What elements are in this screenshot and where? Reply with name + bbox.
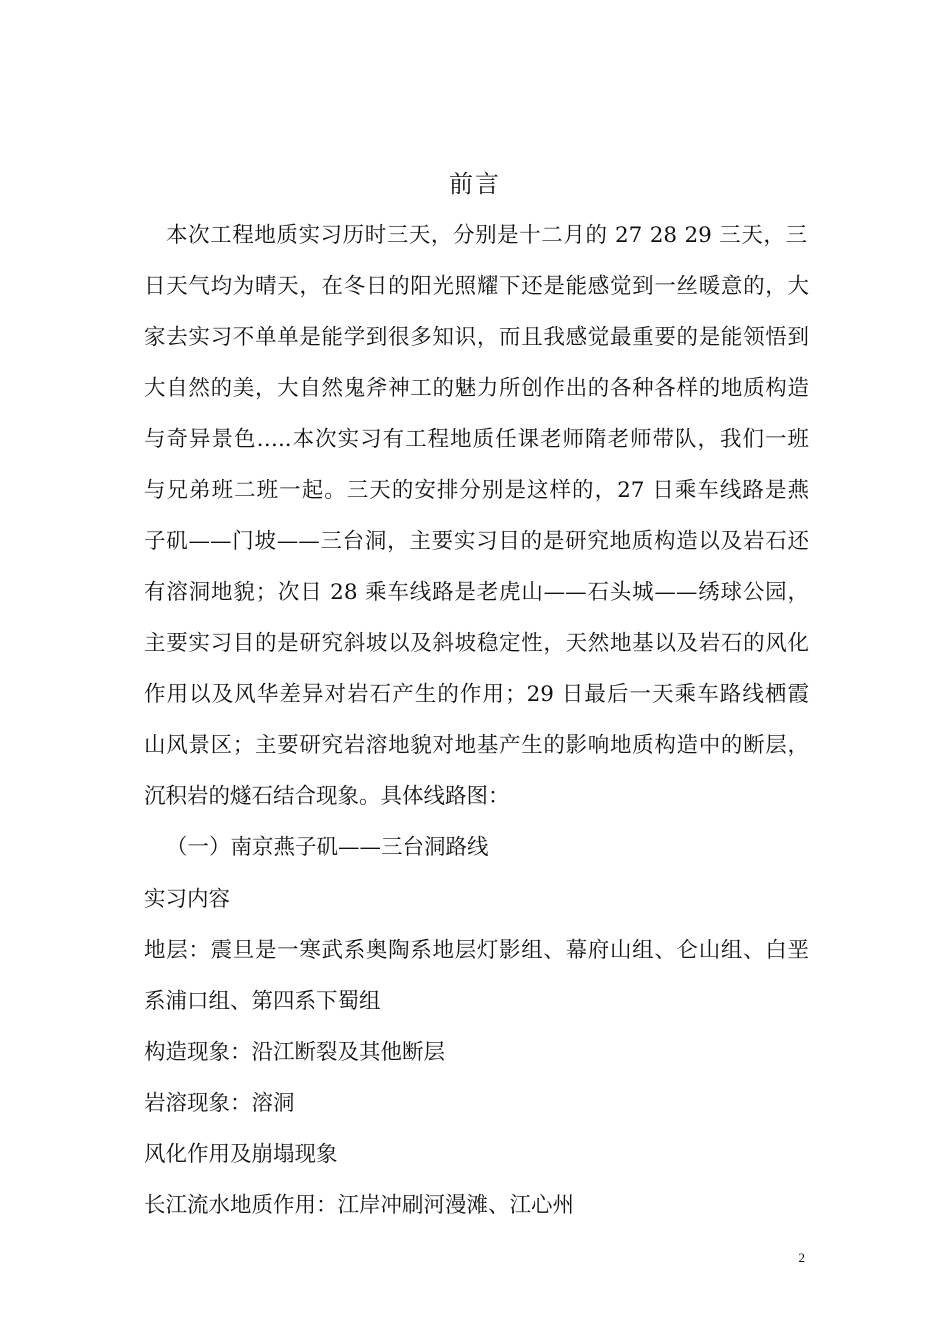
list-item: 系浦口组、第四系下蜀组 bbox=[144, 989, 381, 1014]
section-heading: （一）南京燕子矶——三台洞路线 bbox=[166, 835, 489, 860]
page-title: 前言 bbox=[449, 170, 501, 198]
paragraph-line: 与兄弟班二班一起。三天的安排分别是这样的，27 日乘车线路是燕 bbox=[144, 478, 809, 503]
paragraph-line: 日天气均为晴天，在冬日的阳光照耀下还是能感觉到一丝暖意的，大 bbox=[144, 274, 809, 299]
list-item: 实习内容 bbox=[144, 887, 231, 912]
paragraph-line: 家去实习不单单是能学到很多知识，而且我感觉最重要的是能领悟到 bbox=[144, 325, 809, 350]
paragraph-line: 山风景区；主要研究岩溶地貌对地基产生的影响地质构造中的断层， bbox=[144, 733, 809, 758]
list-item: 风化作用及崩塌现象 bbox=[144, 1142, 338, 1167]
paragraph-line: 主要实习目的是研究斜坡以及斜坡稳定性，天然地基以及岩石的风化 bbox=[144, 631, 809, 656]
paragraph-line: 子矶——门坡——三台洞，主要实习目的是研究地质构造以及岩石还 bbox=[144, 529, 809, 554]
paragraph-line: 与奇异景色…..本次实习有工程地质任课老师隋老师带队，我们一班 bbox=[144, 427, 809, 452]
paragraph-line: 大自然的美，大自然鬼斧神工的魅力所创作出的各种各样的地质构造 bbox=[144, 376, 809, 401]
page-number: 2 bbox=[798, 1250, 805, 1265]
list-item: 地层：震旦是一寒武系奥陶系地层灯影组、幕府山组、仑山组、白垩 bbox=[144, 938, 809, 963]
paragraph-line: 有溶洞地貌；次日 28 乘车线路是老虎山——石头城——绣球公园， bbox=[144, 580, 809, 605]
list-item: 岩溶现象：溶洞 bbox=[144, 1091, 295, 1116]
list-item: 长江流水地质作用：江岸冲刷河漫滩、江心州 bbox=[144, 1193, 575, 1218]
list-item: 构造现象：沿江断裂及其他断层 bbox=[144, 1040, 446, 1065]
paragraph-line: 沉积岩的燧石结合现象。具体线路图： bbox=[144, 784, 510, 809]
paragraph-line: 作用以及风华差异对岩石产生的作用；29 日最后一天乘车路线栖霞 bbox=[144, 682, 809, 707]
paragraph-line: 本次工程地质实习历时三天，分别是十二月的 27 28 29 三天，三 bbox=[166, 223, 807, 248]
